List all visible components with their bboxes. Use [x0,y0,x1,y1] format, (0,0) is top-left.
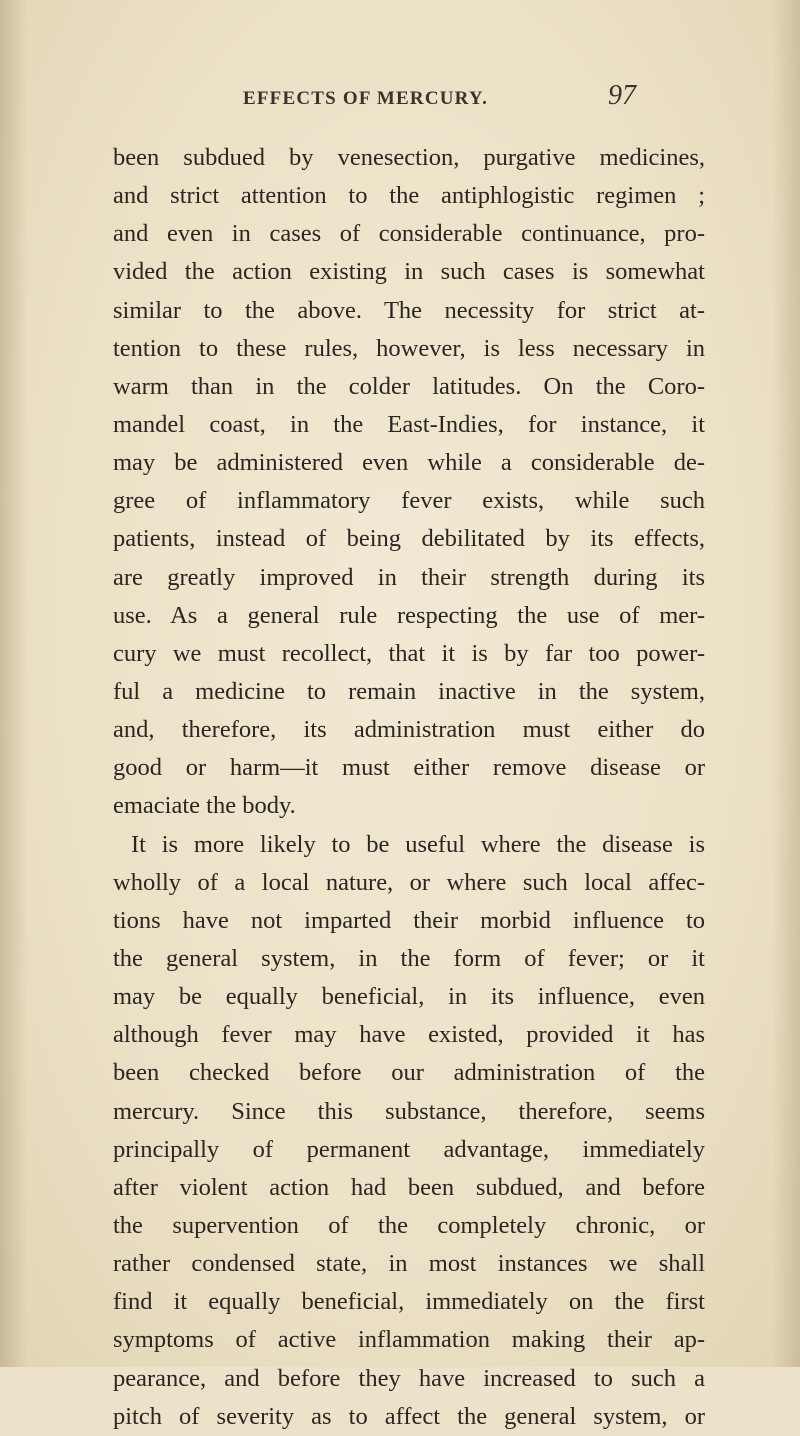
text-line: patients, instead of being debilitated by its effects, [113,525,705,553]
text-line: emaciate the body. [113,792,296,820]
text-line: use. As a general rule respecting the use of mer- [113,601,705,629]
text-line: and strict attention to the antiphlogistic regimen ; [113,182,705,210]
body-text [113,139,705,1436]
text-line: the supervention of the completely chronic, or [113,1211,705,1239]
text-line: symptoms of active inflammation making their ap- [113,1326,705,1354]
text-line: cury we must recollect, that it is by far too power- [113,639,705,667]
running-head: EFFECTS OF MERCURY. [243,88,489,109]
text-line: tention to these rules, however, is less necessary in [113,334,705,362]
text-line: wholly of a local nature, or where such local affec- [113,868,705,896]
text-line: been subdued by venesection, purgative medicines, [113,144,705,171]
text-line: mercury. Since this substance, therefore, seems [113,1097,705,1125]
text-line: may be equally beneficial, in its influence, even [113,983,705,1011]
text-line: similar to the above. The necessity for strict at- [113,296,705,324]
text-line: good or harm—it must either remove disease or [113,754,705,782]
text-line: It is more likely to be useful where the disease is [131,830,705,858]
text-line: pitch of severity as to affect the general system, or [113,1402,705,1430]
text-line: tions have not imparted their morbid influence to [113,906,705,934]
text-line: principally of permanent advantage, immediately [113,1135,705,1163]
text-line: and even in cases of considerable continuance, pro- [113,220,705,248]
text-line: find it equally beneficial, immediately on the first [113,1288,705,1316]
text-line: although fever may have existed, provided it has [113,1021,705,1049]
page-number: 97 [608,80,636,111]
page-left-edge-shadow [0,0,28,1367]
text-line: ful a medicine to remain inactive in the system, [113,677,705,705]
text-line: may be administered even while a considerable de- [113,449,705,477]
text-line: rather condensed state, in most instances we shall [113,1250,705,1278]
text-line: warm than in the colder latitudes. On the Coro- [113,372,705,400]
text-line: vided the action existing in such cases is somewhat [113,258,705,286]
text-line: gree of inflammatory fever exists, while such [113,487,705,515]
text-line: are greatly improved in their strength during its [113,563,705,591]
text-line: after violent action had been subdued, and before [113,1173,705,1201]
text-line: mandel coast, in the East-Indies, for instance, it [113,410,705,438]
text-line: been checked before our administration of the [113,1059,705,1087]
text-line: pearance, and before they have increased to such a [113,1364,705,1392]
text-line: and, therefore, its administration must either do [113,716,705,744]
page-right-edge-shadow [772,0,800,1367]
text-line: the general system, in the form of fever; or it [113,944,705,972]
